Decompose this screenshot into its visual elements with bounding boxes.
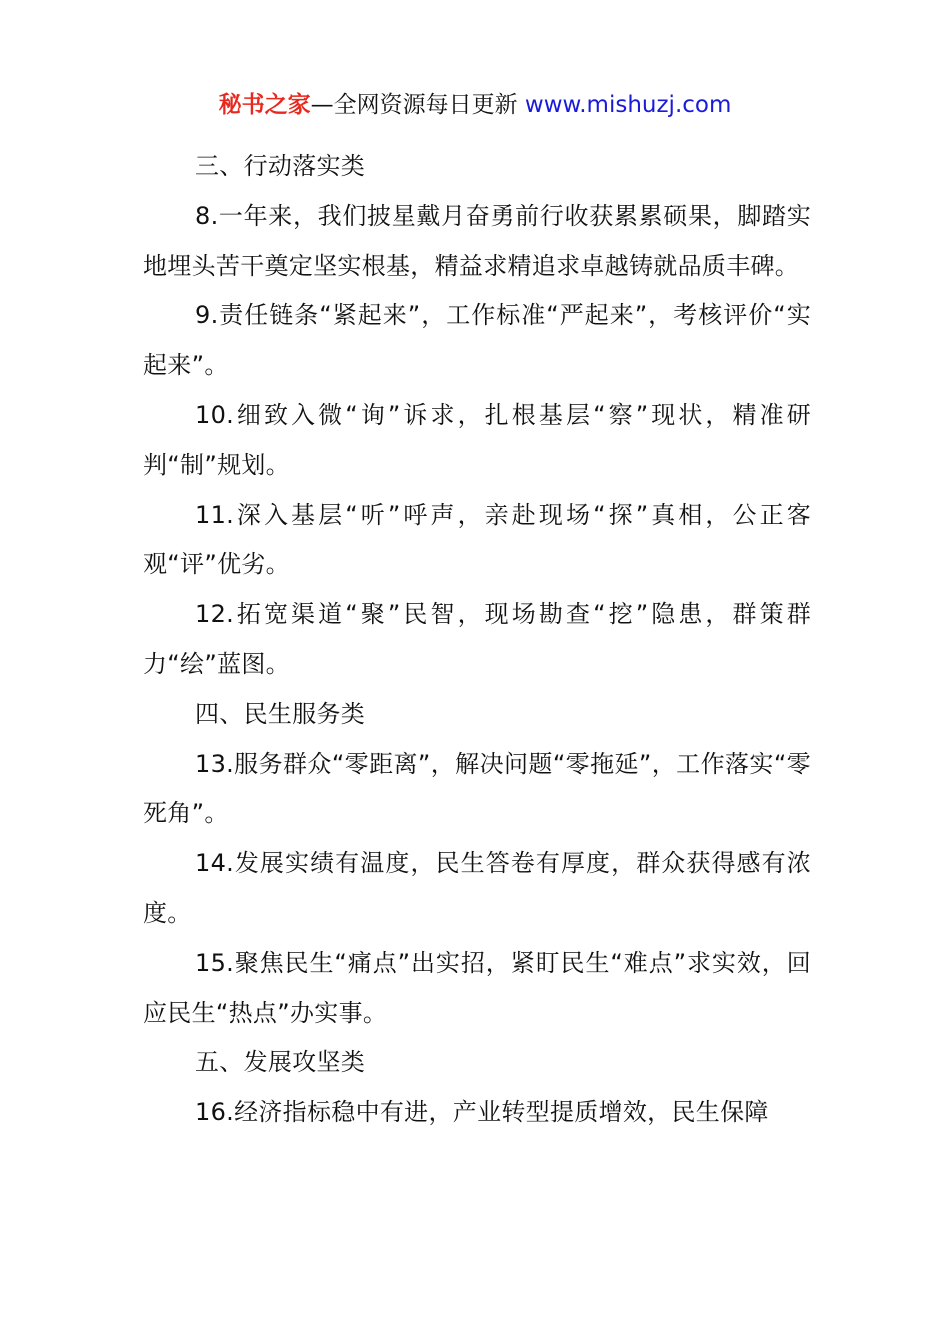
paragraph: 9.责任链条“紧起来”，工作标准“严起来”，考核评价“实起来”。 [143, 301, 811, 380]
paragraph: 12.拓宽渠道“聚”民智，现场勘查“挖”隐患，群策群力“绘”蓝图。 [143, 600, 811, 678]
paragraph: 16.经济指标稳中有进，产业转型提质增效，民生保障 [195, 1098, 769, 1127]
site-url[interactable]: www.mishuzj.com [524, 92, 732, 118]
watermark-header [0, 88, 950, 122]
paragraph: 8.一年来，我们披星戴月奋勇前行收获累累硕果，脚踏实地埋头苦干奠定坚实根基，精益求精追求卓越铸就品质丰碑。 [143, 201, 811, 280]
document-body [143, 142, 811, 1138]
paragraph: 11.深入基层“听”呼声，亲赴现场“探”真相，公正客观“评”优劣。 [143, 500, 811, 579]
site-tagline: —全网资源每日更新 [310, 92, 525, 118]
section-heading: 三、行动落实类 [195, 152, 366, 180]
paragraph: 10.细致入微“询”诉求，扎根基层“察”现状，精准研判“制”规划。 [143, 400, 811, 479]
section-heading: 四、民生服务类 [195, 699, 366, 728]
section-heading: 五、发展攻坚类 [195, 1048, 366, 1077]
paragraph: 13.服务群众“零距离”，解决问题“零拖延”，工作落实“零死角”。 [143, 749, 811, 828]
paragraph: 15.聚焦民生“痛点”出实招，紧盯民生“难点”求实效，回应民生“热点”办实事。 [143, 948, 811, 1027]
site-brand: 秘书之家 [218, 92, 311, 118]
paragraph: 14.发展实绩有温度，民生答卷有厚度，群众获得感有浓度。 [143, 849, 811, 927]
